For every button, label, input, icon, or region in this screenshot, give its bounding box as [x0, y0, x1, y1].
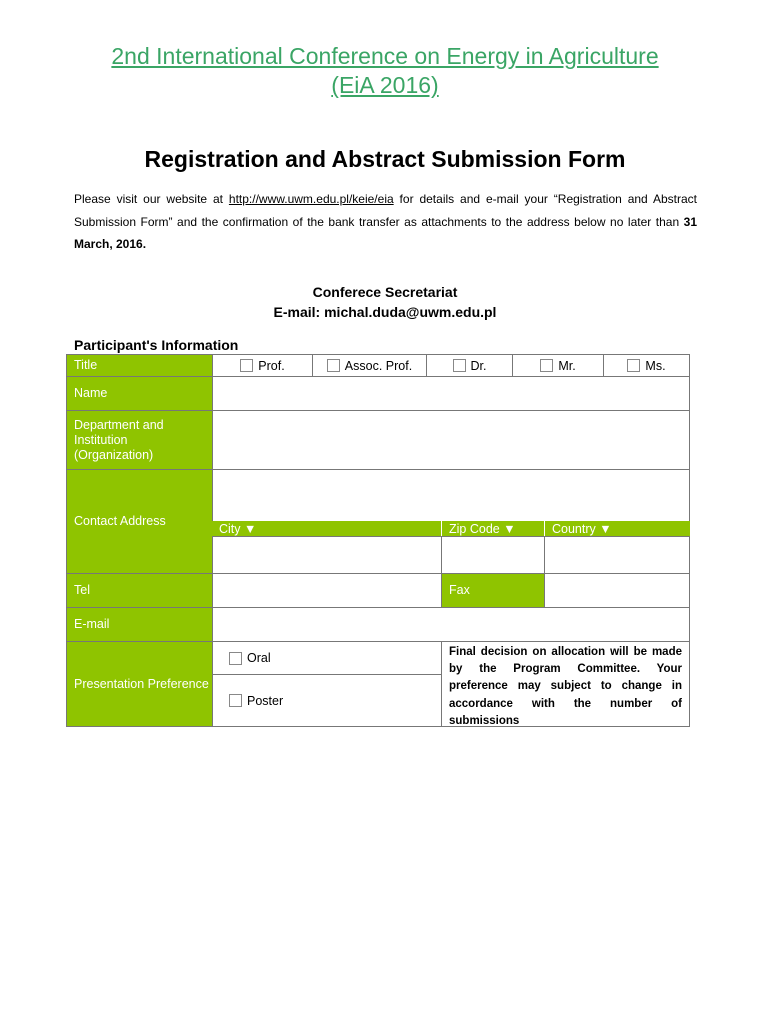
title-label: Title — [66, 354, 213, 377]
title-option-prof[interactable] — [212, 354, 313, 377]
title-option-assoc-prof[interactable] — [312, 354, 427, 377]
title-option-dr[interactable] — [426, 354, 513, 377]
name-field[interactable] — [212, 376, 690, 411]
title-option-prof-label: Prof. — [258, 358, 285, 373]
title-option-mr[interactable] — [512, 354, 604, 377]
conference-title[interactable] — [0, 42, 770, 100]
intro-text-start: Please visit our website at — [74, 192, 229, 206]
contact-address-field[interactable] — [212, 469, 690, 522]
intro-paragraph — [74, 188, 697, 256]
checkbox-poster[interactable] — [229, 694, 242, 707]
checkbox-ms[interactable] — [627, 359, 640, 372]
title-option-ms-label: Ms. — [645, 358, 666, 373]
website-link[interactable]: http://www.uwm.edu.pl/keie/eia — [228, 192, 394, 206]
tel-label: Tel — [66, 573, 213, 608]
checkbox-oral[interactable] — [229, 652, 242, 665]
participant-form — [66, 354, 690, 727]
zip-code-field[interactable] — [441, 536, 545, 574]
secretariat-email: E-mail: michal.duda@uwm.edu.pl — [273, 303, 497, 320]
checkbox-assoc-prof[interactable] — [327, 359, 340, 372]
email-label: E-mail — [66, 607, 213, 642]
title-option-ms[interactable] — [603, 354, 690, 377]
title-option-dr-label: Dr. — [470, 358, 487, 373]
participant-section-title: Participant's Information — [74, 337, 239, 353]
email-field[interactable] — [212, 607, 690, 642]
department-label: Department and Institution (Organization) — [66, 410, 213, 470]
city-dropdown-header[interactable]: City ▼ — [212, 521, 441, 537]
fax-label: Fax — [441, 573, 545, 608]
intro-text-rest: for details and e-mail your “Registration and Abstract Submission Form” and the confirmation of the bank transfer as attachments to the address below no later than — [74, 192, 697, 229]
presentation-note: Final decision on allocation will be made by the Program Committee. Your preference may subject to change in accordance with the number of submissions — [441, 641, 690, 727]
checkbox-dr[interactable] — [453, 359, 466, 372]
country-field[interactable] — [544, 536, 690, 574]
oral-option-label: Oral — [247, 651, 271, 665]
poster-option-label: Poster — [247, 693, 284, 708]
conference-title-line1[interactable]: 2nd International Conference on Energy in Agriculture — [111, 43, 659, 69]
checkbox-mr[interactable] — [540, 359, 553, 372]
title-option-assoc-prof-label: Assoc. Prof. — [344, 358, 413, 373]
secretariat-title: Conferece Secretariat — [312, 284, 458, 300]
country-dropdown-header[interactable]: Country ▼ — [544, 521, 690, 537]
secretariat-block — [0, 283, 770, 322]
contact-address-label: Contact Address — [66, 469, 213, 574]
department-field[interactable] — [212, 410, 690, 470]
presentation-preference-label: Presentation Preference — [66, 641, 213, 727]
form-title: Registration and Abstract Submission Form — [144, 146, 626, 172]
oral-option[interactable] — [212, 641, 442, 675]
checkbox-prof[interactable] — [240, 359, 253, 372]
tel-field[interactable] — [212, 573, 442, 608]
deadline-date: 31 March, 2016. — [74, 214, 697, 251]
poster-option[interactable] — [212, 674, 442, 727]
title-option-mr-label: Mr. — [558, 358, 576, 373]
city-field[interactable] — [212, 536, 442, 574]
conference-title-line2[interactable]: (EiA 2016) — [331, 72, 439, 98]
zip-dropdown-header[interactable]: Zip Code ▼ — [441, 521, 544, 537]
name-label: Name — [66, 376, 213, 411]
fax-field[interactable] — [544, 573, 690, 608]
